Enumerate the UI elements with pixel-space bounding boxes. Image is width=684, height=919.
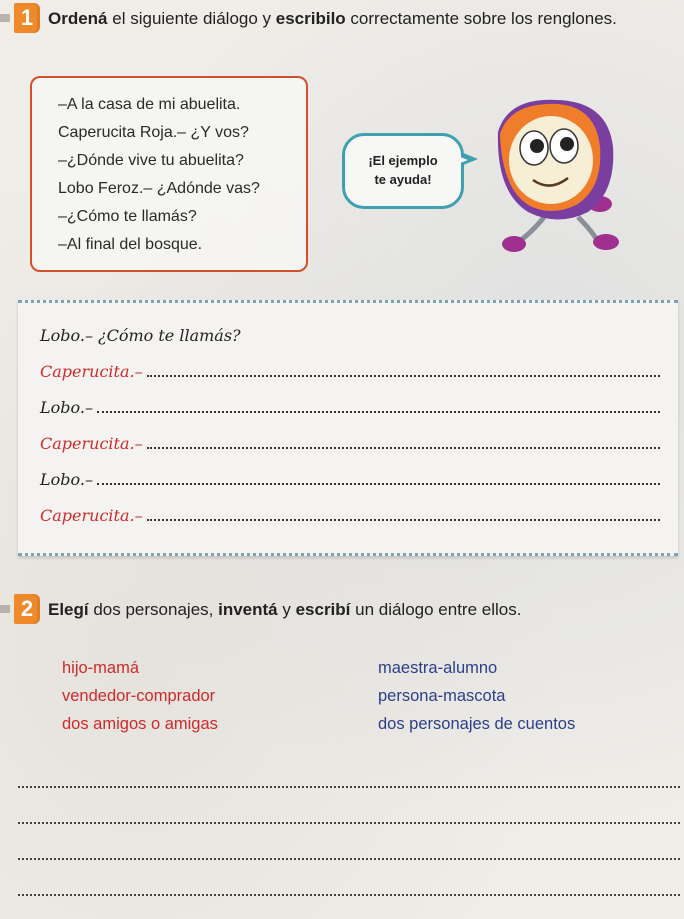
speaker-label: Caperucita.– [40,362,143,381]
answer-blank-line[interactable] [97,483,660,485]
instruction-text: y [277,600,296,619]
character-pairs-right [378,654,575,738]
writing-line[interactable] [18,894,680,896]
dialogue-line: –Al final del bosque. [58,236,203,253]
badge-lead-bar [0,14,10,22]
instruction-text: dos personajes, [88,600,219,619]
character-pair-option: hijo-mamá [62,659,140,677]
dialogue-line: –¿Cómo te llamás? [58,208,197,225]
character-pair-option: dos amigos o amigas [62,715,218,733]
answer-row[interactable] [40,457,660,491]
scrambled-dialogue-box [30,76,308,272]
mascot-character-icon [478,92,678,262]
exercise-number: 2 [14,594,40,624]
character-pair-option: persona-mascota [378,687,506,705]
dialogue-line: Lobo Feroz.– ¿Adónde vas? [58,180,260,197]
answer-blank-line[interactable] [147,375,660,377]
example-answer: ¿Cómo te llamás? [92,326,241,345]
instruction-text: un diálogo entre ellos. [350,600,522,619]
answer-blank-line[interactable] [147,447,660,449]
speaker-label: Lobo.– [40,470,93,489]
writing-line[interactable] [18,786,680,788]
speech-bubble [342,133,464,209]
answer-row[interactable] [40,313,660,347]
bubble-line: ¡El ejemplo [368,153,438,168]
answer-row[interactable] [40,493,660,527]
speech-bubble-tail-inner [455,155,468,165]
instruction-verb: escribí [295,600,351,619]
answer-panel [18,300,678,556]
dialogue-line: –A la casa de mi abuelita. [58,96,241,113]
instruction-verb: Elegí [48,600,89,619]
dialogue-line: –¿Dónde vive tu abuelita? [58,152,244,169]
character-pair-option: maestra-alumno [378,659,498,677]
answer-blank-line[interactable] [147,519,660,521]
speaker-label: Caperucita.– [40,506,143,525]
badge-lead-bar [0,605,10,613]
instruction-text: correctamente sobre los renglones. [345,9,617,28]
character-pair-option: vendedor-comprador [62,687,216,705]
character-pairs-left [62,654,218,738]
answer-blank-line[interactable] [97,411,660,413]
exercise-1-instruction [48,9,617,29]
writing-line[interactable] [18,858,680,860]
character-pair-option: dos personajes de cuentos [378,715,576,733]
instruction-verb: inventá [218,600,278,619]
answer-row[interactable] [40,349,660,383]
instruction-verb: Ordená [48,9,108,28]
writing-line[interactable] [18,822,680,824]
speaker-label: Lobo.– [40,398,93,417]
answer-row[interactable] [40,421,660,455]
speaker-label: Lobo.– ¿Cómo te llamás? [40,326,241,345]
speaker-label: Caperucita.– [40,434,143,453]
bubble-line: te ayuda! [374,172,432,187]
instruction-verb: escribilo [275,9,346,28]
exercise-2-badge [0,594,40,624]
exercise-2-instruction [48,600,521,620]
instruction-text: el siguiente diálogo y [107,9,276,28]
exercise-1-badge [0,3,40,33]
dialogue-line: Caperucita Roja.– ¿Y vos? [58,124,249,141]
answer-row[interactable] [40,385,660,419]
exercise-number: 1 [14,3,40,33]
